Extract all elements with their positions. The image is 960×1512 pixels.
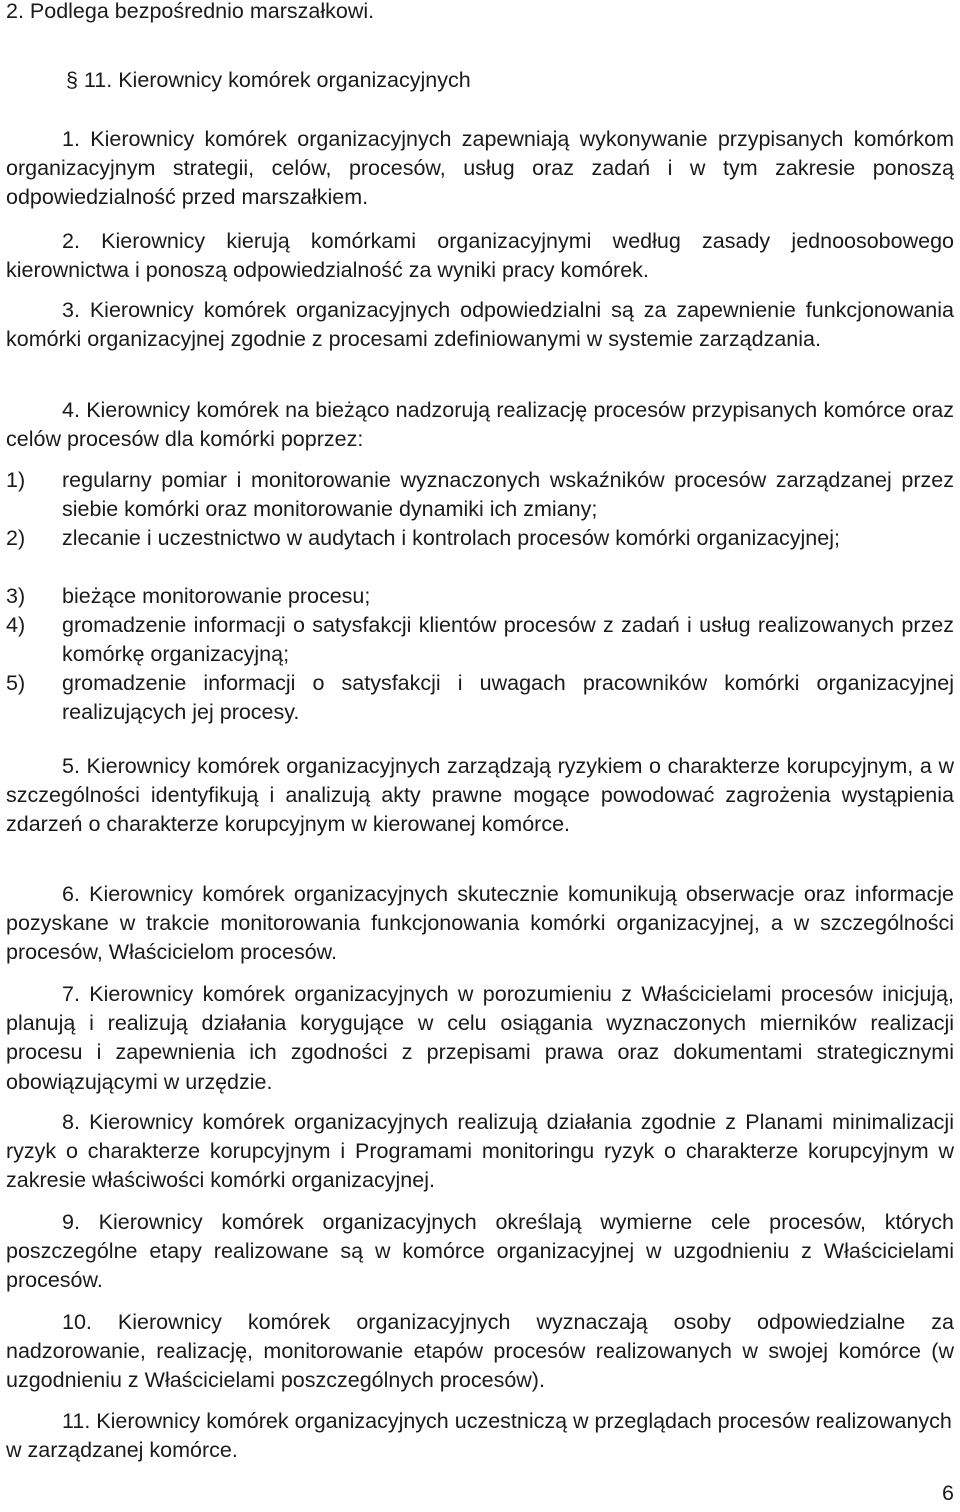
paragraph-2: 2. Kierownicy kierują komórkami organizacyjnymi według zasady jednoosobowego kierownictwa i ponoszą odpowiedzialność za wyniki pracy komórek. <box>6 229 954 283</box>
paragraph-10: 10. Kierownicy komórek organizacyjnych wyznaczają osoby odpowiedzialne za nadzorowanie, realizację, monitorowanie etapów procesów realizowanych w swojej komórce (w uzgodnieniu z Właścicielami poszczególnych procesów). <box>6 1310 954 1393</box>
paragraph-3: 3. Kierownicy komórek organizacyjnych odpowiedzialni są za zapewnienie funkcjonowania komórki organizacyjnej zgodnie z procesami zdefiniowanymi w systemie zarządzania. <box>6 298 954 352</box>
paragraph-4: 4. Kierownicy komórek na bieżąco nadzorują realizację procesów przypisanych komórce oraz celów procesów dla komórki poprzez: <box>6 398 954 452</box>
list-item-text: regularny pomiar i monitorowanie wyznaczonych wskaźników procesów zarządzanej przez siebie komórki oraz monitorowanie dynamiki ich zmiany; <box>62 468 954 522</box>
paragraph-6: 6. Kierownicy komórek organizacyjnych skutecznie komunikują obserwacje oraz informacje pozyskane w trakcie monitorowania funkcjonowania komórki organizacyjnej, a w szczególności procesów, Właścicielom procesów. <box>6 882 954 965</box>
list-item-number: 4) <box>6 613 26 637</box>
list-item-number: 2) <box>6 526 26 550</box>
page-number: 6 <box>942 1481 954 1505</box>
paragraph-9: 9. Kierownicy komórek organizacyjnych określają wymierne cele procesów, których poszczególne etapy realizowane są w komórce organizacyjnej w uzgodnieniu z Właścicielami procesów. <box>6 1210 954 1293</box>
paragraph-11: 11. Kierownicy komórek organizacyjnych uczestniczą w przeglądach procesów realizowanych w zarządzanej komórce. <box>6 1409 952 1463</box>
paragraph-8: 8. Kierownicy komórek organizacyjnych realizują działania zgodnie z Planami minimalizacji ryzyk o charakterze korupcyjnym i Programami monitoringu ryzyk o charakterze korupcyjnym w zakresie właściwości komórki organizacyjnej. <box>6 1110 954 1193</box>
list-item-number: 5) <box>6 671 26 695</box>
paragraph-7: 7. Kierownicy komórek organizacyjnych w porozumieniu z Właścicielami procesów inicjują, planują i realizują działania korygujące w celu osiągania wyznaczonych mierników realizacji procesu i zapewnienia ich zgodności z przepisami prawa oraz dokumentami strategicznymi obowiązującymi w urzędzie. <box>6 982 954 1094</box>
section-heading: § 11. Kierownicy komórek organizacyjnych <box>66 68 471 92</box>
list-item-number: 3) <box>6 584 26 608</box>
list-item-number: 1) <box>6 468 26 492</box>
list-item-text: gromadzenie informacji o satysfakcji i uwagach pracowników komórki organizacyjnej realizujących jej procesy. <box>62 671 954 725</box>
list-item-text: gromadzenie informacji o satysfakcji klientów procesów z zadań i usług realizowanych przez komórkę organizacyjną; <box>62 613 954 667</box>
list-item-text: zlecanie i uczestnictwo w audytach i kontrolach procesów komórki organizacyjnej; <box>62 526 840 550</box>
paragraph-5: 5. Kierownicy komórek organizacyjnych zarządzają ryzykiem o charakterze korupcyjnym, a w szczególności identyfikują i analizują akty prawne mogące powodować zagrożenia wystąpienia zdarzeń o charakterze korupcyjnym w kierowanej komórce. <box>6 754 954 837</box>
paragraph-1: 1. Kierownicy komórek organizacyjnych zapewniają wykonywanie przypisanych komórkom organizacyjnym strategii, celów, procesów, usług oraz zadań i w tym zakresie ponoszą odpowiedzialność przed marszałkiem. <box>6 127 954 210</box>
list-item-text: bieżące monitorowanie procesu; <box>62 584 371 608</box>
top-list-item: 2. Podlega bezpośrednio marszałkowi. <box>6 0 375 23</box>
